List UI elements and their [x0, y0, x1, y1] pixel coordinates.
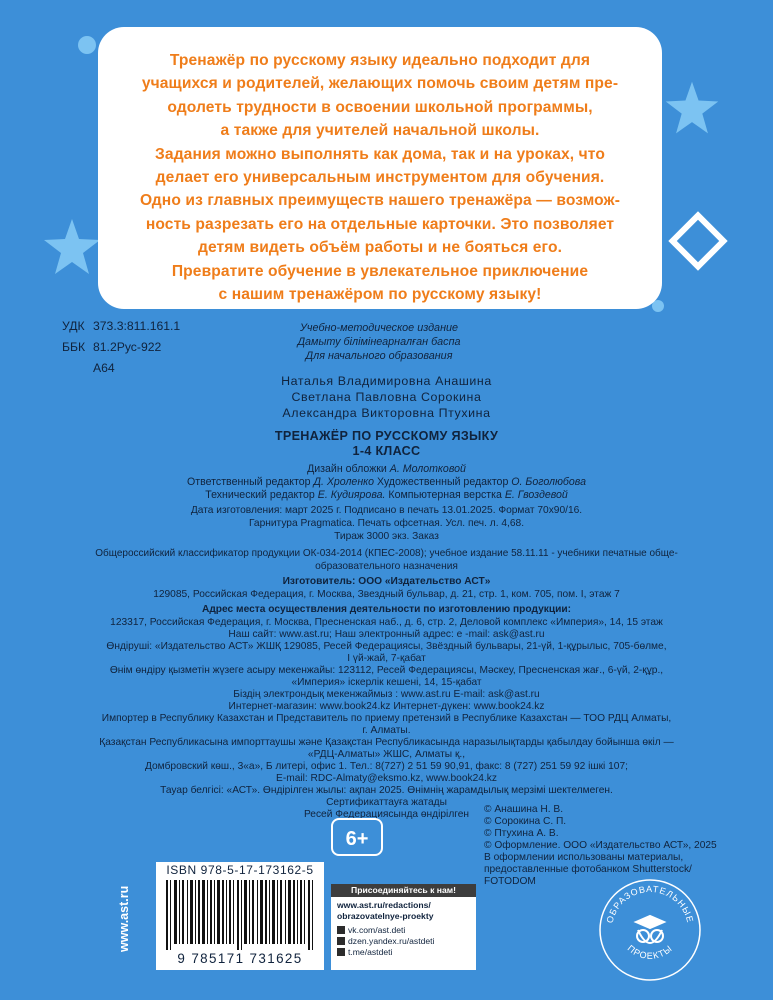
- credits-editors: Ответственный редактор Д. Хроленко Художественный редактор О. Боголюбова: [187, 476, 586, 488]
- author-2: Светлана Павловна Сорокина: [291, 390, 482, 404]
- promo-line: делает его универсальным инструментом для обучения.: [155, 169, 605, 187]
- telegram-link[interactable]: t.me/astdeti: [331, 947, 476, 958]
- activity-line: Сертификаттауға жатады: [326, 797, 447, 808]
- promo-line: с нашим тренажёром по русскому языку!: [218, 286, 542, 304]
- activity-line: Қазақстан Республикасына импорттаушы және Қазақстан Республикасында наразылықтарды қабылдау бойынша өкiл —: [99, 737, 674, 748]
- copyright-line: © Анашина Н. В.: [484, 804, 564, 815]
- vk-link[interactable]: vk.com/ast.deti: [331, 925, 476, 936]
- activity-heading: Адрес места осуществления деятельности по изготовлению продукции:: [201, 604, 572, 615]
- dzen-link[interactable]: dzen.yandex.ru/astdeti: [331, 936, 476, 947]
- activity-line: Өндiрушi: «Издательство АСТ» ЖШҚ 129085, Ресей Федерациясы, Звёздный бульвары, 21-үй, 1-құрылыс, 705-бөлме,: [106, 641, 667, 652]
- barcode-bars: [166, 880, 314, 950]
- promo-line: детям видеть объём работы и не бояться его.: [197, 239, 562, 257]
- svg-text:ПРОЕКТЫ: [626, 943, 675, 961]
- classification-code: А64: [93, 361, 115, 375]
- promo-line: Задания можно выполнять как дома, так и на уроках, что: [155, 145, 605, 163]
- join-heading: Присоединяйтесь к нам!: [331, 884, 476, 897]
- promo-line: Превратите обучение в увлекательное приключение: [171, 262, 589, 280]
- education-projects-badge: [598, 878, 702, 982]
- activity-line: г. Алматы.: [362, 725, 411, 736]
- promo-line: одолеть трудности в освоении школьной программы,: [167, 98, 593, 116]
- activity-line: Наш сайт: www.ast.ru; Наш электронный адрес: e -mail: ask@ast.ru: [228, 629, 545, 640]
- udk-value: 373.3:811.161.1: [93, 319, 181, 333]
- activity-line: Домбровский көш., 3«а», Б литерi, офис 1. Тел.: 8(727) 2 51 59 90,91, факс: 8 (727) 251 59 92 iшкi 107;: [145, 761, 628, 772]
- copyright-line: FOTODOM: [484, 876, 536, 887]
- owl-icon: [636, 916, 664, 943]
- activity-line: «РДЦ-Алматы» ЖШС, Алматы қ.,: [307, 749, 466, 760]
- manufacturer-heading: Изготовитель: ООО «Издательство АСТ»: [282, 576, 491, 587]
- activity-line: Ресей Федерациясында өндiрiлген: [303, 809, 470, 820]
- activity-line: Тауар белгiсi: «АСТ». Өндiрiлген жылы: ақпан 2025. Өнiмнiң жарамдылық мерзiмi шектелмеген.: [160, 785, 613, 796]
- badge-bottom-text: ПРОЕКТЫ: [625, 943, 675, 961]
- isbn-barcode: [156, 862, 324, 970]
- activity-line: Өнiм өндiру қызметiн жүзеге асыру мекенжайы: 123112, Ресей Федерациясы, Мәскеу, Пресненская жағ., 6-үй, 2-құр.,: [109, 665, 664, 676]
- copyright-line: © Оформление. ООО «Издательство АСТ», 2025: [484, 840, 717, 851]
- print-run: Тираж 3000 экз. Заказ: [334, 531, 439, 542]
- print-date: Дата изготовления: март 2025 г. Подписано в печать 13.01.2025. Формат 70х90/16.: [190, 505, 583, 516]
- badge-top-text: ОБРАЗОВАТЕЛЬНЫЕ: [604, 883, 696, 925]
- edition-audience: Для начального образования: [305, 350, 453, 362]
- activity-line: 123317, Российская Федерация, г. Москва, Пресненская наб., д. 6, стр. 2, Деловой комплекс «Империя», 14, 15 этаж: [110, 617, 663, 628]
- barcode-digits: 9 785171 731625: [177, 951, 303, 966]
- activity-line: Импортер в Республику Казахстан и Представитель по приему претензий в Республике Казахстан — ТОО РДЦ Алматы,: [101, 713, 672, 724]
- edition-type: Учебно-методическое издание: [299, 322, 459, 334]
- book-grade: 1-4 КЛАСС: [352, 444, 421, 458]
- promo-line: ность разрезать его на отдельные карточки. Это позволяет: [145, 215, 615, 233]
- diamond-decoration: [662, 205, 734, 277]
- author-1: Наталья Владимировна Анашина: [281, 374, 492, 388]
- copyright-line: © Птухина А. В.: [484, 828, 559, 839]
- copyright-line: предоставленные фотобанком Shutterstock/: [484, 864, 692, 875]
- activity-line: E-mail: RDC-Almaty@eksmo.kz, www.book24.kz: [276, 773, 497, 784]
- bbk-label: ББК: [62, 340, 86, 354]
- edition-type-kz: Дамыту бiлiмiнеарналған баспа: [297, 336, 461, 348]
- isbn-label: ISBN 978-5-17-173162-5: [166, 863, 314, 877]
- promo-line: а также для учителей начальной школы.: [220, 122, 540, 140]
- activity-line: Интернет-магазин: www.book24.kz Интернет-дүкен: www.book24.kz: [228, 701, 545, 712]
- promo-box: [98, 27, 662, 309]
- print-typeface: Гарнитура Pragmatica. Печать офсетная. Усл. печ. л. 4,68.: [248, 518, 525, 529]
- promo-line: Тренажёр по русскому языку идеально подходит для: [169, 52, 591, 69]
- age-rating-badge: 6+: [331, 818, 383, 856]
- telegram-icon: [337, 948, 345, 956]
- okp-line-2: образовательного назначения: [315, 561, 458, 572]
- activity-line: I үй-жай, 7-қабат: [347, 653, 426, 664]
- udk-label: УДК: [62, 319, 85, 333]
- promo-line: Одно из главных преимуществ нашего тренажёра — возмож-: [139, 192, 621, 210]
- redactions-link[interactable]: www.ast.ru/redactions/: [337, 900, 431, 910]
- social-links-block: [331, 884, 476, 970]
- dzen-icon: [337, 937, 345, 945]
- vk-icon: [337, 926, 345, 934]
- promo-line: учащихся и родителей, желающих помочь своим детям пре-: [141, 75, 619, 93]
- bbk-value: 81.2Рус-922: [93, 340, 162, 354]
- star-decoration-left: [40, 215, 104, 279]
- redactions-link-cont[interactable]: obrazovatelnye-proekty: [337, 911, 434, 921]
- author-3: Александра Викторовна Птухина: [282, 406, 491, 420]
- star-decoration-right: [662, 78, 722, 138]
- okp-line-1: Общероссийский классификатор продукции ОК-034-2014 (КПЕС-2008); учебное издание 58.11.11 - учебники печатные обще-: [95, 548, 678, 559]
- credits-tech: Технический редактор Е. Кудиярова. Компьютерная верстка Е. Гвоздевой: [205, 489, 568, 501]
- activity-line: Бiздiң электрондық мекенжаймыз : www.ast.ru E-mail: ask@ast.ru: [233, 689, 540, 700]
- credits-design: Дизайн обложки А. Молотковой: [307, 463, 466, 475]
- site-vertical[interactable]: www.ast.ru: [117, 885, 131, 952]
- book-title: ТРЕНАЖЁР ПО РУССКОМУ ЯЗЫКУ: [274, 429, 499, 443]
- copyright-line: В оформлении использованы материалы,: [484, 852, 684, 863]
- copyright-line: © Сорокина С. П.: [484, 816, 567, 827]
- manufacturer-address: 129085, Российская Федерация, г. Москва, Звездный бульвар, д. 21, стр. 1, ком. 705, пом. I, этаж 7: [153, 589, 620, 600]
- activity-line: «Империя» iскерлiк кешенi, 14, 15-қабат: [291, 677, 482, 688]
